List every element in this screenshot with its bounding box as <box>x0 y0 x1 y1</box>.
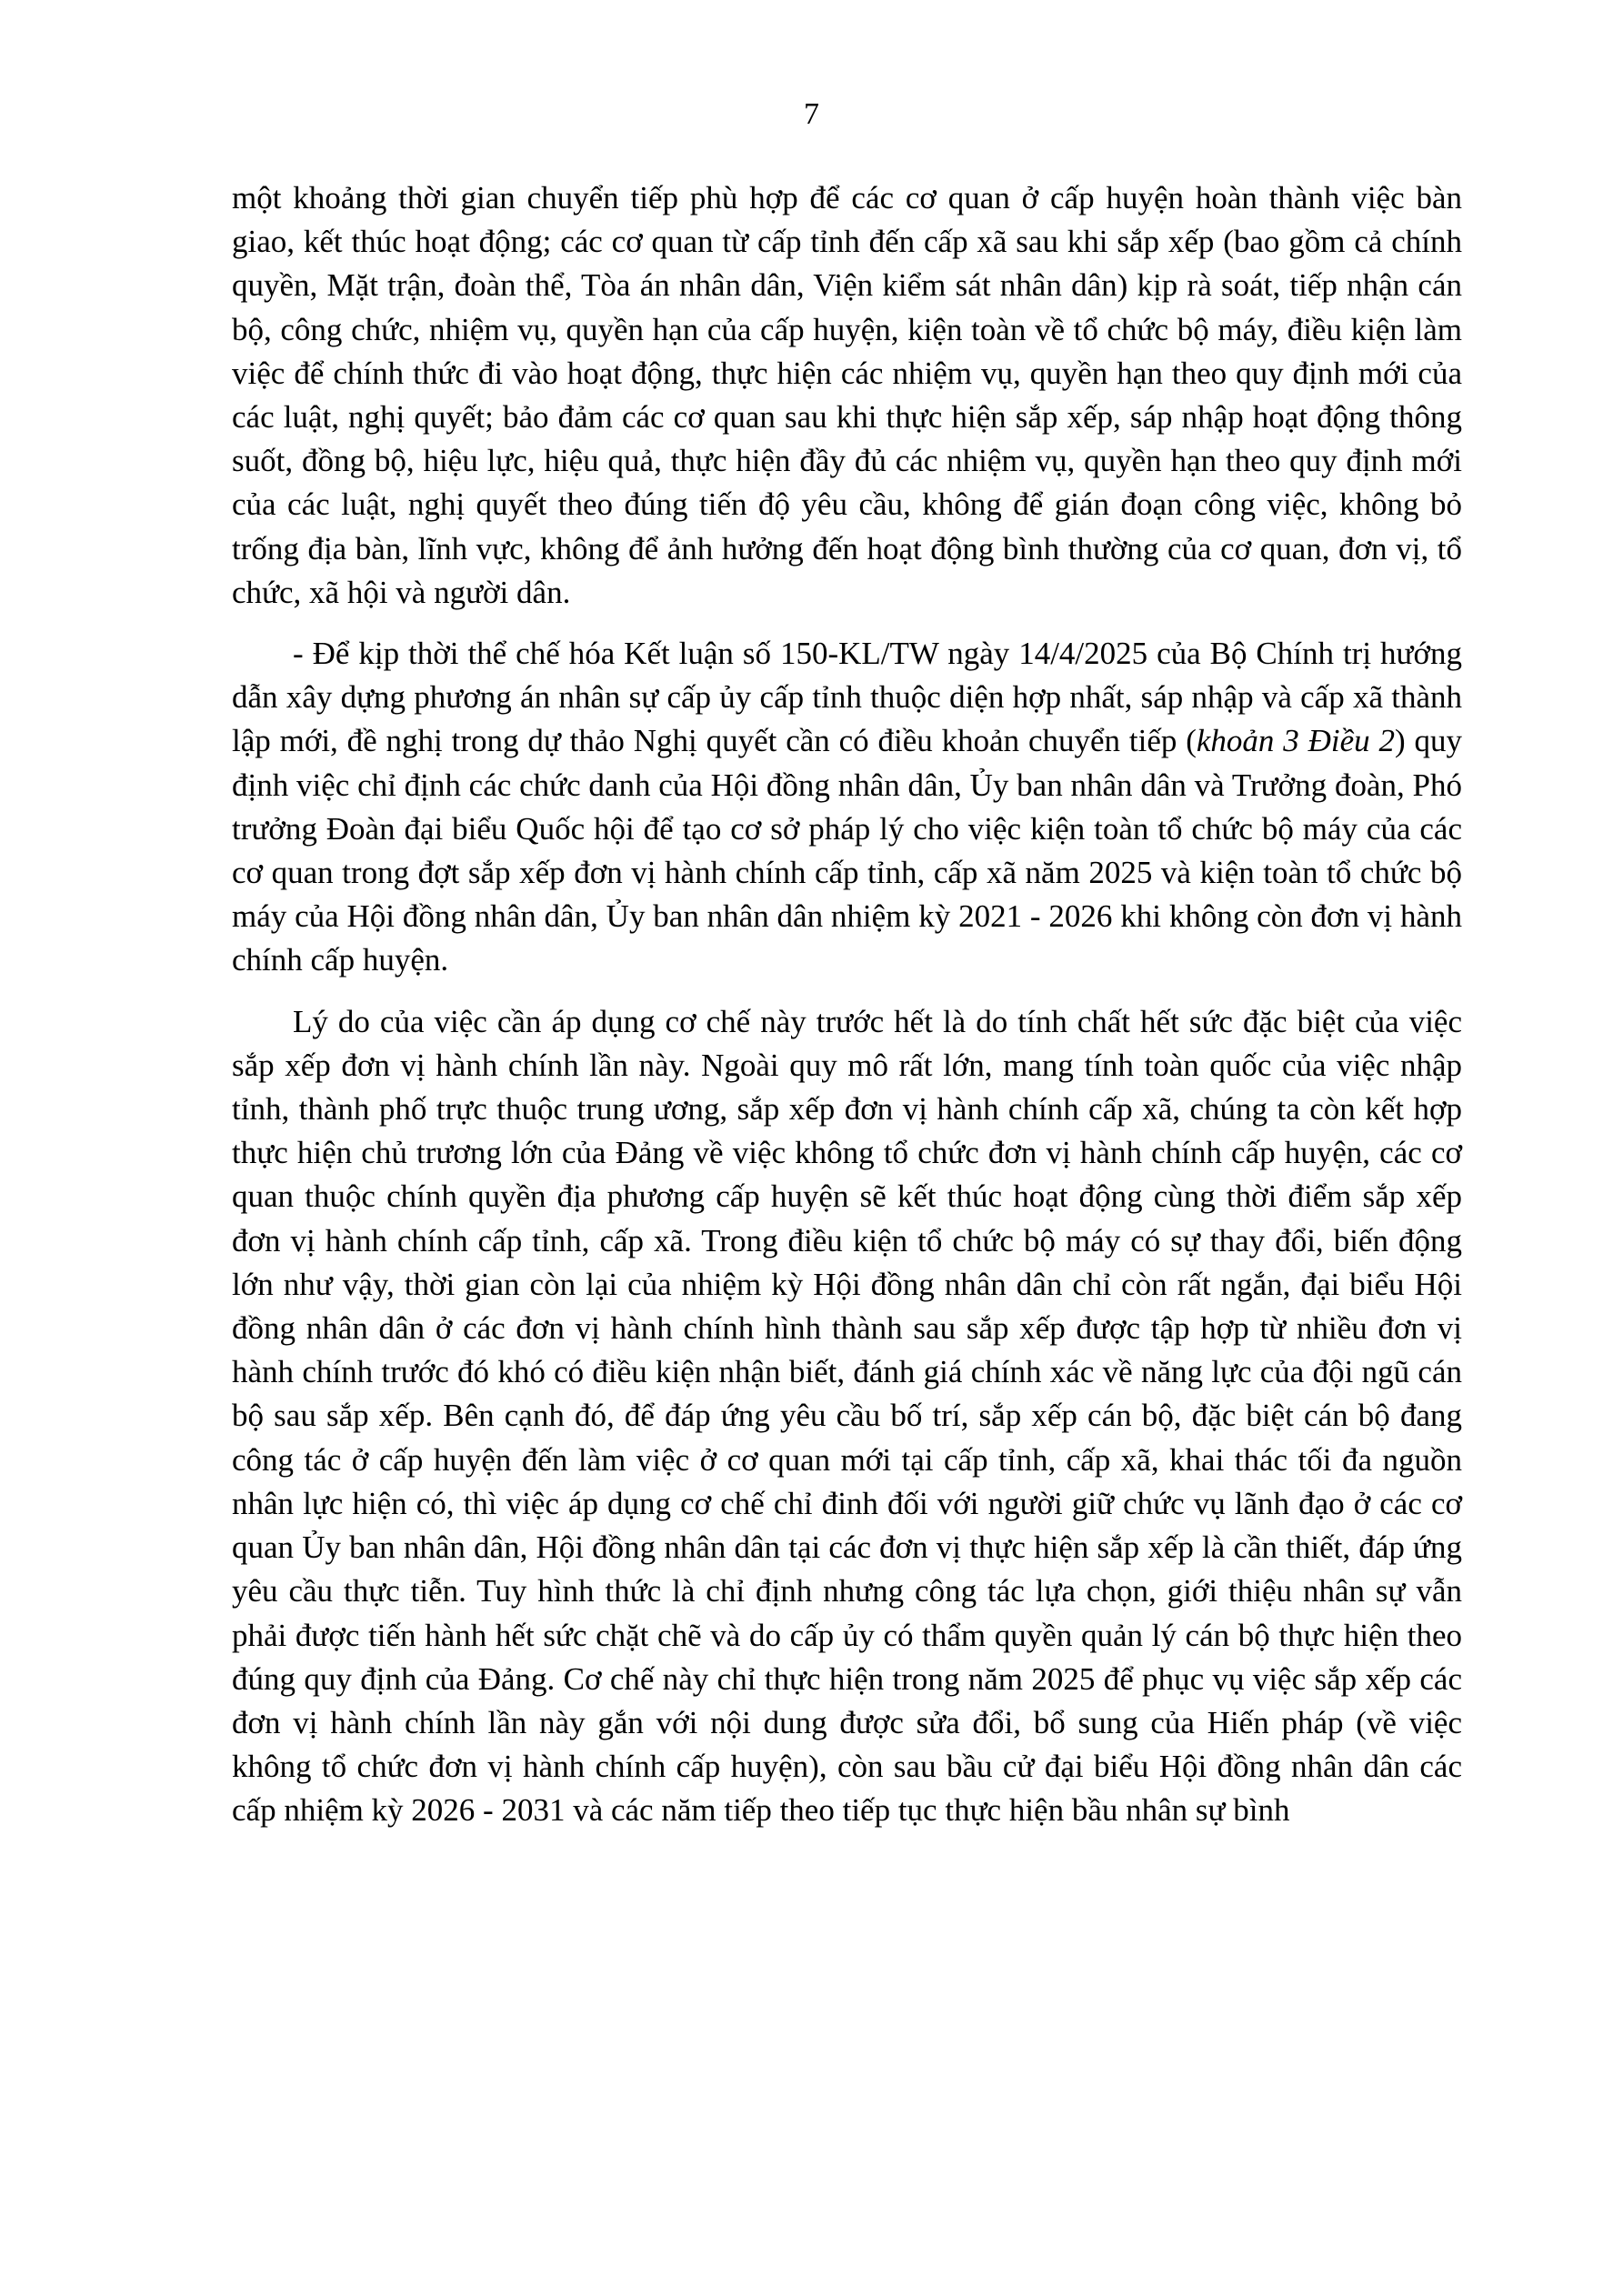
paragraph-text-run: ) quy định việc chỉ định các chức danh của Hội đồng nhân dân, Ủy ban nhân dân và Trưởng đoàn, Phó trưởng Đoàn đại biểu Quốc hội để tạo cơ sở pháp lý cho việc kiện toàn tổ chức bộ máy của các cơ quan trong đợt sắp xếp đơn vị hành chính cấp tỉnh, cấp xã năm 2025 và kiện toàn tổ chức bộ máy của Hội đồng nhân dân, Ủy ban nhân dân nhiệm kỳ 2021 - 2026 khi không còn đơn vị hành chính cấp huyện. <box>232 723 1463 978</box>
document-body <box>232 176 1462 1833</box>
paragraph-text-run: - Để kịp thời thể chế hóa Kết luận số 150-KL/TW ngày 14/4/2025 của Bộ Chính trị hướng dẫn xây dựng phương án nhân sự cấp ủy cấp tỉnh thuộc diện hợp nhất, sáp nhập và cấp xã thành lập mới, đề nghị trong dự thảo Nghị quyết cần có điều khoản chuyển tiếp ( <box>232 636 1462 759</box>
paragraph-rationale: Lý do của việc cần áp dụng cơ chế này trước hết là do tính chất hết sức đặc biệt của việc sắp xếp đơn vị hành chính lần này. Ngoài quy mô rất lớn, mang tính toàn quốc của việc nhập tỉnh, thành phố trực thuộc trung ương, sắp xếp đơn vị hành chính cấp xã, chúng ta còn kết hợp thực hiện chủ trương lớn của Đảng về việc không tổ chức đơn vị hành chính cấp huyện, các cơ quan thuộc chính quyền địa phương cấp huyện sẽ kết thúc hoạt động cùng thời điểm sắp xếp đơn vị hành chính cấp tỉnh, cấp xã. Trong điều kiện tổ chức bộ máy có sự thay đổi, biến động lớn như vậy, thời gian còn lại của nhiệm kỳ Hội đồng nhân dân chỉ còn rất ngắn, đại biểu Hội đồng nhân dân ở các đơn vị hành chính hình thành sau sắp xếp được tập hợp từ nhiều đơn vị hành chính trước đó khó có điều kiện nhận biết, đánh giá chính xác về năng lực của đội ngũ cán bộ sau sắp xếp. Bên cạnh đó, để đáp ứng yêu cầu bố trí, sắp xếp cán bộ, đặc biệt cán bộ đang công tác ở cấp huyện đến làm việc ở cơ quan mới tại cấp tỉnh, cấp xã, khai thác tối đa nguồn nhân lực hiện có, thì việc áp dụng cơ chế chỉ đinh đối với người giữ chức vụ lãnh đạo ở các cơ quan Ủy ban nhân dân, Hội đồng nhân dân tại các đơn vị thực hiện sắp xếp là cần thiết, đáp ứng yêu cầu thực tiễn. Tuy hình thức là chỉ định nhưng công tác lựa chọn, giới thiệu nhân sự vẫn phải được tiến hành hết sức chặt chẽ và do cấp ủy có thẩm quyền quản lý cán bộ thực hiện theo đúng quy định của Đảng. Cơ chế này chỉ thực hiện trong năm 2025 để phục vụ việc sắp xếp các đơn vị hành chính lần này gắn với nội dung được sửa đổi, bổ sung của Hiến pháp (về việc không tổ chức đơn vị hành chính cấp huyện), còn sau bầu cử đại biểu Hội đồng nhân dân các cấp nhiệm kỳ 2026 - 2031 và các năm tiếp theo tiếp tục thực hiện bầu nhân sự bình <box>232 1003 1462 1829</box>
paragraph-transition-period: một khoảng thời gian chuyển tiếp phù hợp để các cơ quan ở cấp huyện hoàn thành việc bàn giao, kết thúc hoạt động; các cơ quan từ cấp tỉnh đến cấp xã sau khi sắp xếp (bao gồm cả chính quyền, Mặt trận, đoàn thể, Tòa án nhân dân, Viện kiểm sát nhân dân) kịp rà soát, tiếp nhận cán bộ, công chức, nhiệm vụ, quyền hạn của cấp huyện, kiện toàn về tổ chức bộ máy, điều kiện làm việc để chính thức đi vào hoạt động, thực hiện các nhiệm vụ, quyền hạn theo quy định mới của các luật, nghị quyết; bảo đảm các cơ quan sau khi thực hiện sắp xếp, sáp nhập hoạt động thông suốt, đồng bộ, hiệu lực, hiệu quả, thực hiện đầy đủ các nhiệm vụ, quyền hạn theo quy định mới của các luật, nghị quyết theo đúng tiến độ yêu cầu, không để gián đoạn công việc, không bỏ trống địa bàn, lĩnh vực, không để ảnh hưởng đến hoạt động bình thường của cơ quan, đơn vị, tổ chức, xã hội và người dân. <box>232 180 1462 610</box>
paragraph-conclusion-150 <box>232 632 1462 983</box>
page-number: 7 <box>804 97 819 131</box>
clause-reference: khoản 3 Điều 2 <box>1196 723 1395 759</box>
